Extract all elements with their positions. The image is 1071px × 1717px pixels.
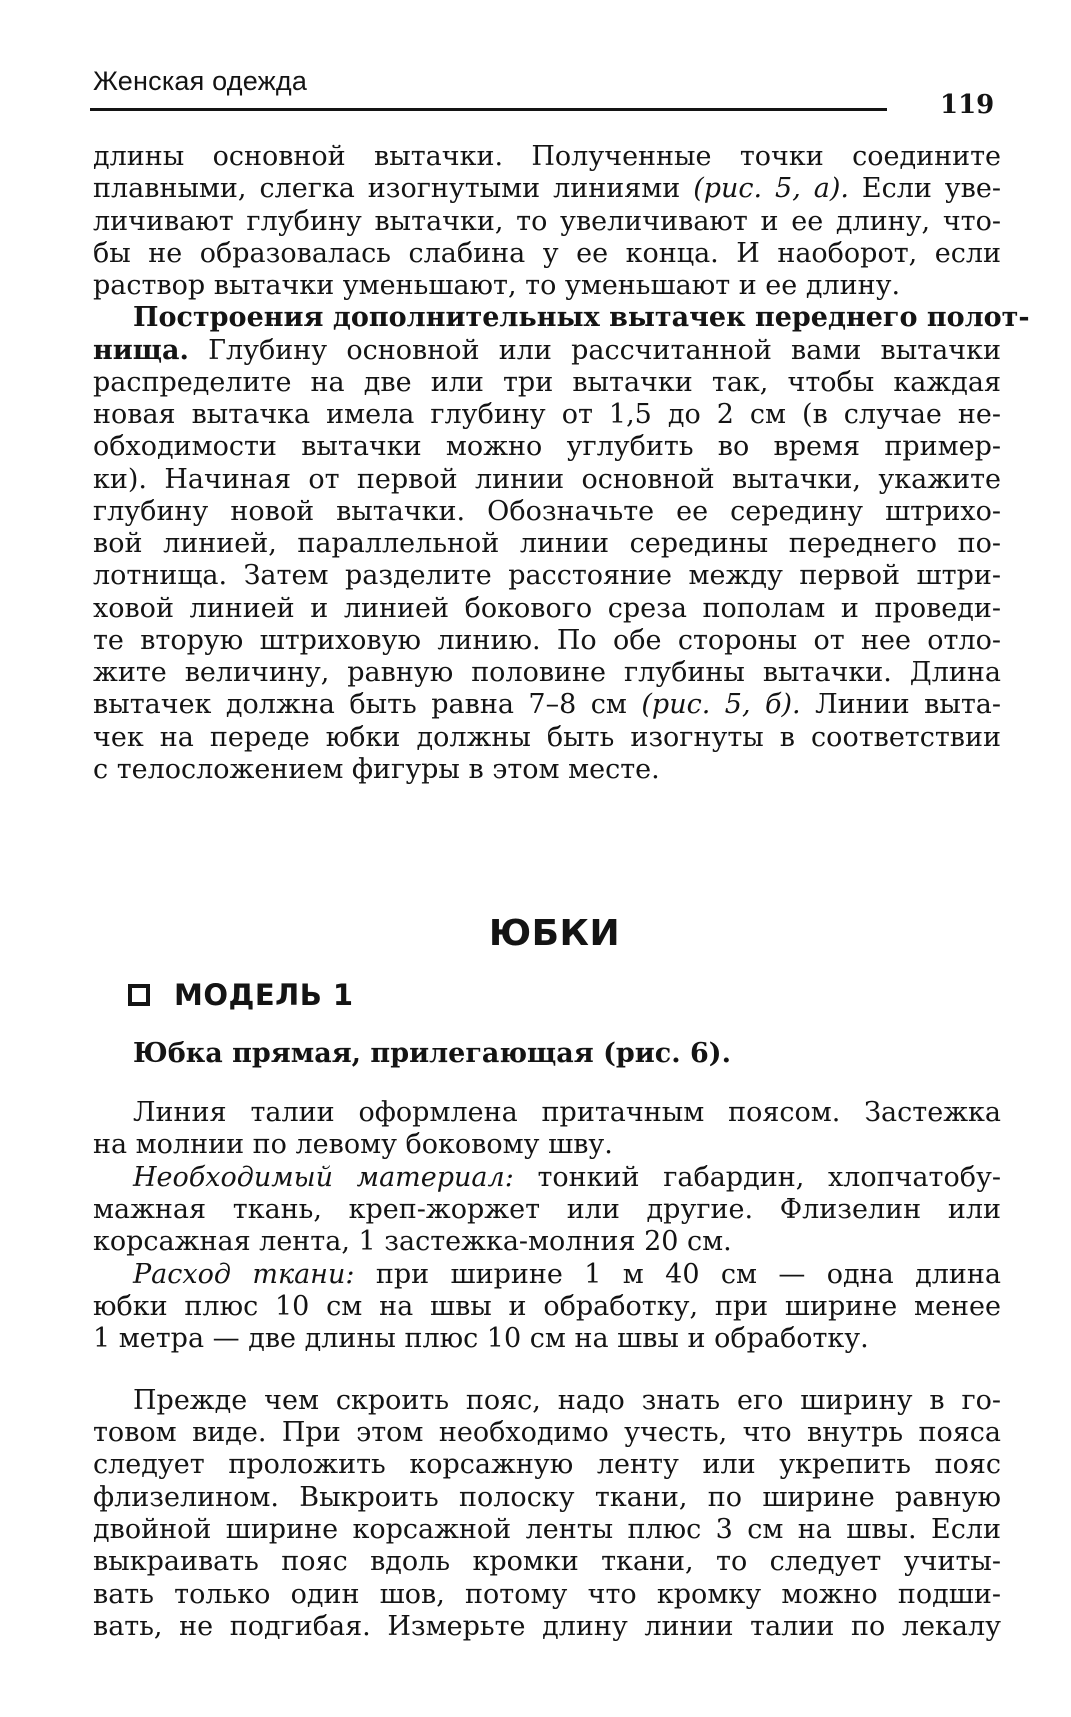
text-line: ки). Начиная от первой линии основной вытачки, укажите [93, 464, 1001, 495]
text-line: глубину новой вытачки. Обозначьте ее середину штрихо- [93, 496, 1001, 527]
text-span: тонкий габардин, хлопчатобу- [537, 1162, 1001, 1193]
text-line: двойной ширине корсажной ленты плюс 3 см на швы. Если [93, 1514, 1001, 1545]
text-line: жите величину, равную половине глубины вытачки. Длина [93, 657, 1001, 688]
text-line [133, 1257, 1001, 1292]
text-span: при ширине 1 м 40 см — одна длина [375, 1259, 1001, 1290]
text-line: лотнища. Затем разделите расстояние между первой штри- [93, 560, 1001, 591]
text-span: Линии выта- [815, 689, 1001, 720]
material-label: Необходимый материал: [133, 1162, 514, 1193]
text-line [93, 171, 1001, 206]
consumption-label: Расход ткани: [133, 1259, 355, 1290]
model-subtitle: Юбка прямая, прилегающая (рис. 6). [133, 1038, 731, 1069]
bold-heading-line: Построения дополнительных вытачек переднего полот- [133, 302, 1030, 333]
text-line [93, 333, 1001, 368]
text-line: обходимости вытачки можно углубить во время пример- [93, 431, 1001, 462]
text-line: длины основной вытачки. Полученные точки соедините [93, 141, 1001, 172]
text-line: новая вытачка имела глубину от 1,5 до 2 см (в случае не- [93, 399, 1001, 430]
text-line: вать только один шов, потому что кромку можно подши- [93, 1579, 1001, 1610]
text-line: вой линией, параллельной линии середины переднего по- [93, 528, 1001, 559]
text-line: флизелином. Выкроить полоску ткани, по ширине равную [93, 1482, 1001, 1513]
text-span: Если уве- [861, 173, 1001, 204]
text-line: раствор вытачки уменьшают, то уменьшают и ее длину. [93, 270, 901, 301]
text-line: вать, не подгибая. Измерьте длину линии талии по лекалу [93, 1611, 1001, 1642]
running-head: Женская одежда [93, 66, 308, 96]
text-line: корсажная лента, 1 застежка-молния 20 см. [93, 1226, 732, 1257]
page-number: 119 [940, 90, 995, 120]
text-line: Прежде чем скроить пояс, надо знать его ширину в го- [133, 1385, 1001, 1416]
text-span: вытачек должна быть равна 7–8 см [93, 689, 627, 720]
text-line: Линия талии оформлена притачным поясом. Застежка [133, 1097, 1001, 1128]
square-bullet-icon [128, 984, 150, 1006]
header-rule [90, 108, 887, 111]
text-line: следует проложить корсажную ленту или укрепить пояс [93, 1449, 1001, 1480]
model-title: МОДЕЛЬ 1 [174, 978, 354, 1012]
text-span: плавными, слегка изогнутыми линиями [93, 173, 681, 204]
text-line: мажная ткань, креп-жоржет или другие. Флизелин или [93, 1194, 1001, 1225]
text-line: бы не образовалась слабина у ее конца. И наоборот, если [93, 238, 1001, 269]
text-line: с телосложением фигуры в этом месте. [93, 754, 660, 785]
text-line: ховой линией и линией бокового среза пополам и проведи- [93, 593, 1001, 624]
text-line: 1 метра — две длины плюс 10 см на швы и обработку. [93, 1323, 869, 1354]
model-heading [128, 978, 354, 1012]
text-line [93, 687, 1001, 722]
figure-reference: (рис. 5, а). [693, 173, 849, 204]
text-line: чек на переде юбки должны быть изогнуты в соответствии [93, 722, 1001, 753]
text-line [133, 1160, 1001, 1195]
text-line: распределите на две или три вытачки так, чтобы каждая [93, 367, 1001, 398]
text-span: Глубину основной или рассчитанной вами вытачки [208, 335, 1001, 366]
figure-reference: (рис. 5, б). [641, 689, 801, 720]
text-line: юбки плюс 10 см на швы и обработку, при ширине менее [93, 1291, 1001, 1322]
bold-heading-end: нища. [93, 335, 189, 366]
section-title: ЮБКИ [488, 913, 621, 954]
text-line: на молнии по левому боковому шву. [93, 1129, 613, 1160]
text-line: те вторую штриховую линию. По обе стороны от нее отло- [93, 625, 1001, 656]
text-line: выкраивать пояс вдоль кромки ткани, то следует учиты- [93, 1546, 1001, 1577]
text-line: личивают глубину вытачки, то увеличивают и ее длину, что- [93, 206, 1001, 237]
text-line: товом виде. При этом необходимо учесть, что внутрь пояса [93, 1417, 1001, 1448]
